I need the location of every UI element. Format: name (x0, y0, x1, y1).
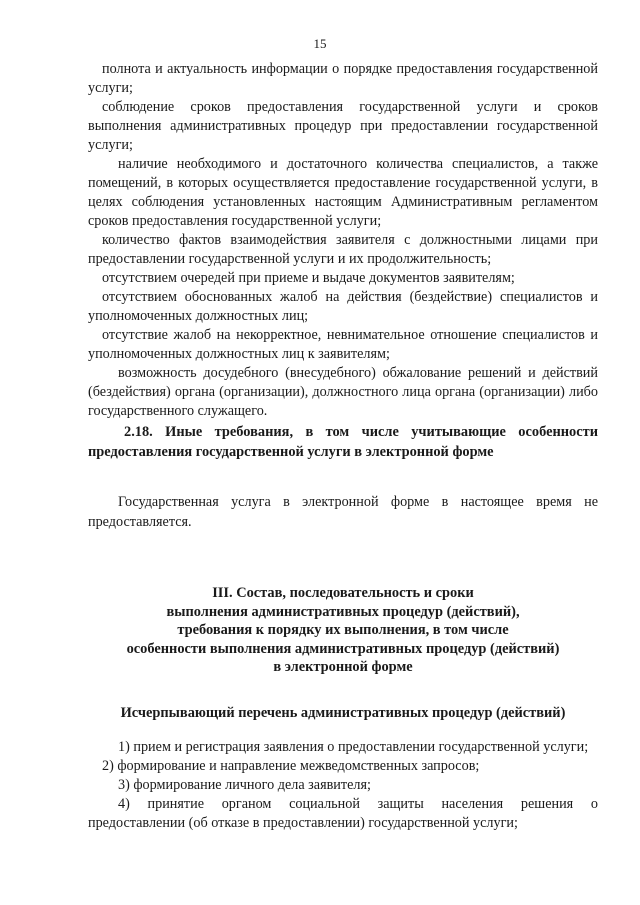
section-3-heading-line: особенности выполнения административных процедур (действий) (126, 640, 560, 657)
criterion-item: полнота и актуальность информации о порядке предоставления государственной услуги; (88, 61, 598, 96)
procedures-list (88, 738, 598, 833)
section-3-heading-line: выполнения административных процедур (действий), (166, 603, 520, 620)
criterion-item: возможность досудебного (внесудебного) обжалование решений и действий (бездействия) органа (организации), должностного лица органа (организации) либо государственного служащего. (88, 365, 598, 419)
criterion-item: количество фактов взаимодействия заявителя с должностными лицами при предоставлении государственной услуги и их продолжительность; (88, 232, 598, 267)
criterion-item: соблюдение сроков предоставления государственной услуги и сроков выполнения административных процедур при предоставлении государственной услуги; (88, 99, 598, 153)
criterion-item: наличие необходимого и достаточного количества специалистов, а также помещений, в которых осуществляется предоставление государственной услуги, в целях соблюдения установленных настоящим Административным регламентом сроков предоставления государственной услуги; (88, 156, 598, 229)
criterion-item: отсутствием обоснованных жалоб на действия (бездействие) специалистов и уполномоченных должностных лиц; (88, 289, 598, 324)
procedure-item: 3) формирование личного дела заявителя; (118, 777, 371, 793)
procedure-item: 1) прием и регистрация заявления о предоставлении государственной услуги; (118, 739, 589, 755)
criterion-item: отсутствием очередей при приеме и выдаче документов заявителям; (102, 270, 515, 286)
section-3-heading-line: III. Состав, последовательность и сроки (212, 585, 474, 601)
procedures-list-heading: Исчерпывающий перечень административных процедур (действий) (120, 705, 566, 721)
section-3-heading-line: в электронной форме (273, 659, 413, 675)
section-3-heading-line: требования к порядку их выполнения, в том числе (177, 622, 509, 638)
procedure-item: 4) принятие органом социальной защиты населения решения о предоставлении (об отказе в предоставлении) государственной услуги; (88, 796, 598, 831)
criterion-item: отсутствие жалоб на некорректное, невнимательное отношение специалистов и уполномоченных должностных лиц к заявителям; (88, 327, 598, 362)
section-3-heading (88, 584, 598, 677)
section-2-18-text: Государственная услуга в электронной форме в настоящее время не предоставляется. (88, 494, 598, 530)
procedure-item: 2) формирование и направление межведомственных запросов; (102, 758, 480, 774)
page-number: 15 (313, 36, 327, 51)
section-2-18-heading: 2.18. Иные требования, в том числе учитывающие особенности предоставления государственной услуги в электронной форме (88, 424, 598, 460)
quality-criteria-list (88, 60, 598, 421)
